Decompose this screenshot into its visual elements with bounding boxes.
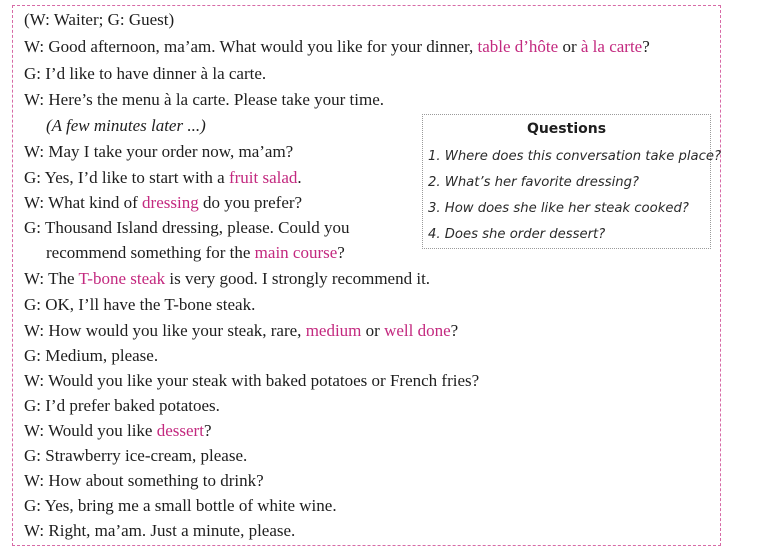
term-fruit-salad: fruit salad <box>228 168 298 187</box>
dialogue-line-15: G: I’d prefer baked potatoes. <box>24 396 220 415</box>
dialogue-line-18: W: How about something to drink? <box>24 471 264 490</box>
dialogue-line-12: W: How would you like your steak, rare, medium or well done? <box>24 321 459 340</box>
term-dessert: dessert <box>156 421 204 440</box>
dialogue-line-3: W: Here’s the menu à la carte. Please take your time. <box>24 90 384 109</box>
question-item: 3. How does she like her steak cooked? <box>428 201 689 216</box>
term-main-course: main course <box>254 243 338 262</box>
speaker-legend: (W: Waiter; G: Guest) <box>24 10 175 29</box>
term-dressing: dressing <box>142 193 199 212</box>
term-t-bone-steak: T-bone steak <box>78 269 166 288</box>
dialogue-line-19: G: Yes, bring me a small bottle of white wine. <box>24 496 337 515</box>
questions-title: Questions <box>526 121 607 137</box>
term-medium: medium <box>305 321 362 340</box>
dialogue-line-14: W: Would you like your steak with baked potatoes or French fries? <box>24 371 480 390</box>
dialogue-line-2: G: I’d like to have dinner à la carte. <box>24 64 267 83</box>
dialogue-line-13: G: Medium, please. <box>24 346 159 365</box>
dialogue-line-10: W: The T-bone steak is very good. I strongly recommend it. <box>24 269 431 288</box>
dialogue-line-8: G: Thousand Island dressing, please. Could you <box>24 218 350 237</box>
dialogue-line-5: W: May I take your order now, ma’am? <box>24 142 294 161</box>
question-item: 4. Does she order dessert? <box>428 227 606 242</box>
dialogue-line-1: W: Good afternoon, ma’am. What would you like for your dinner, table d’hôte or à la carte? <box>24 37 650 56</box>
dialogue-line-9: recommend something for the main course? <box>46 243 345 262</box>
dialogue-line-7: W: What kind of dressing do you prefer? <box>24 193 303 212</box>
dialogue-line-11: G: OK, I’ll have the T-bone steak. <box>24 295 256 314</box>
dialogue-line-17: G: Strawberry ice-cream, please. <box>24 446 248 465</box>
stage-direction: (A few minutes later ...) <box>46 116 206 135</box>
dialogue-line-16: W: Would you like dessert? <box>24 421 212 440</box>
questions-box <box>422 114 721 249</box>
term-a-la-carte: à la carte <box>580 37 643 56</box>
term-table-dhote: table d’hôte <box>477 37 559 56</box>
dialogue-line-20: W: Right, ma’am. Just a minute, please. <box>24 521 296 540</box>
question-item: 2. What’s her favorite dressing? <box>428 175 639 190</box>
question-item: 1. Where does this conversation take place? <box>428 149 721 164</box>
term-well-done: well done <box>384 321 451 340</box>
dialogue-line-6: G: Yes, I’d like to start with a fruit salad. <box>24 168 302 187</box>
